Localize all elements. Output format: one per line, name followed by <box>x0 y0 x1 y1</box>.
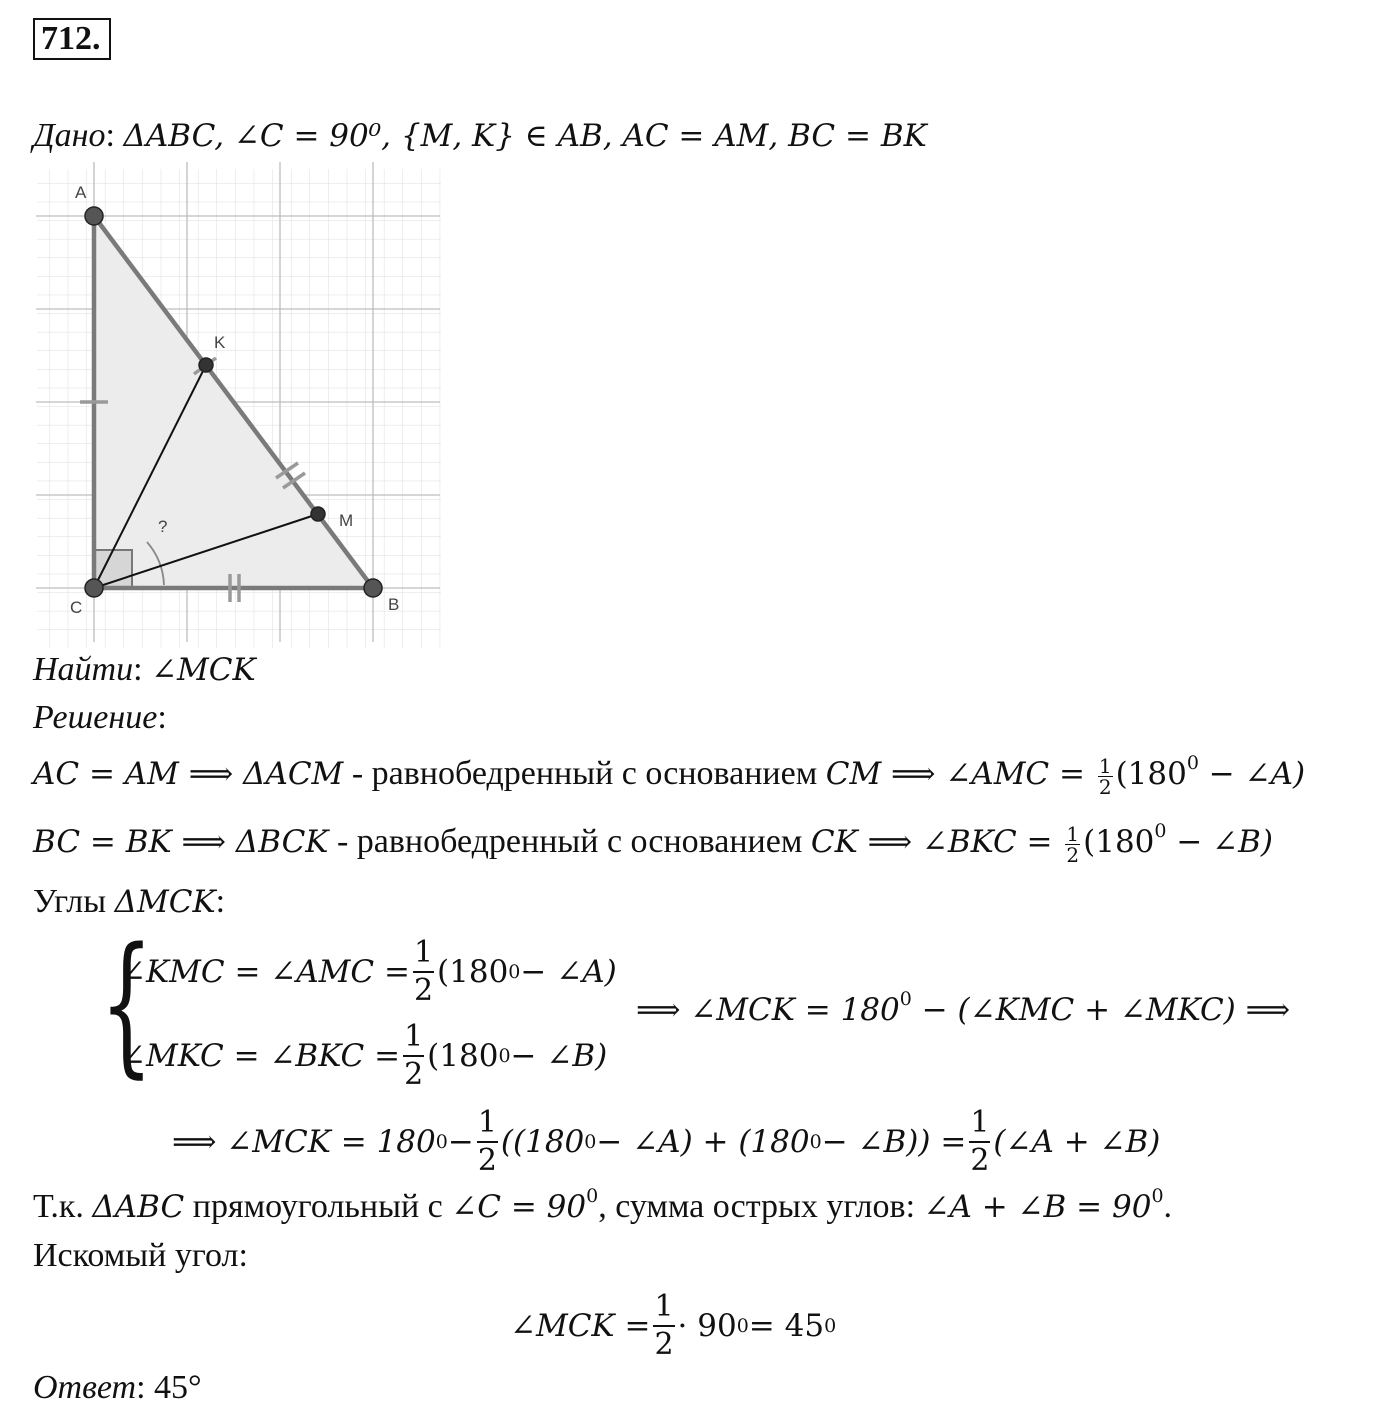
given-line: Дано: ΔABC, ∠C = 90⁰, {M, K} ∈ AB, AC = AM, BC = BK <box>33 117 927 154</box>
since-line: Т.к. ΔABC прямоугольный с ∠C = $90^0$, сумма острых углов: ∠A + ∠B = $90^0$. <box>33 1185 1173 1225</box>
fraction-half: $\frac{1}{2}$ <box>413 935 434 1008</box>
answer-label: Ответ <box>33 1369 137 1406</box>
fraction-half: $\frac{1}{2}$ <box>1098 753 1112 799</box>
fraction-half: $\frac{1}{2}$ <box>1066 821 1080 867</box>
find-target: ∠MCK <box>151 652 256 688</box>
find-line: Найти: ∠MCK <box>33 651 256 688</box>
triangle-figure <box>30 158 450 648</box>
system-result: ⟹ ∠MCK = $180^0$ − (∠KMC + ∠MKC) ⟹ <box>636 988 1291 1028</box>
fraction-half: $\frac{1}{2}$ <box>970 1105 990 1178</box>
find-label: Найти <box>33 651 134 688</box>
fraction-half: $\frac{1}{2}$ <box>477 1105 497 1178</box>
angles-line: Углы ΔMCK: <box>33 883 226 920</box>
label-m: M <box>339 511 354 530</box>
given-statement: ΔABC, ∠C = 90⁰, {M, K} ∈ AB, AC = AM, BC = BK <box>123 118 927 154</box>
label-question: ? <box>158 517 168 536</box>
point-m <box>311 507 325 521</box>
point-k <box>199 358 213 372</box>
label-k: K <box>214 333 226 352</box>
label-b: B <box>388 595 400 614</box>
answer-value: 45° <box>154 1369 202 1406</box>
given-label: Дано <box>33 117 106 154</box>
solution-line-2: BC = BK ⟹ ΔBCK - равнобедренный с основанием CK ⟹ ∠BKC = $\frac{1}{2}$ ($180^0$ − ∠B) <box>33 820 1274 867</box>
system-row-2: ∠MKC = ∠BKC = $\frac{1}{2}$ (180 0 − ∠B) <box>120 1019 608 1092</box>
point-b <box>364 579 382 597</box>
derivation-line: ⟹ ∠MCK = 180 0 − $\frac{1}{2}$ ((180 0 − ∠A) + (180 0 − ∠B)) = $\frac{1}{2}$ (∠A + ∠B) <box>172 1105 1161 1178</box>
solution-label-line: Решение: <box>33 699 167 736</box>
label-c: C <box>70 598 83 617</box>
problem-number: 712. <box>33 18 111 60</box>
fraction-half: $\frac{1}{2}$ <box>404 1019 424 1092</box>
system-row-1: ∠KMC = ∠AMC = $\frac{1}{2}$ (180 0 − ∠A) <box>120 935 617 1008</box>
point-c <box>85 579 103 597</box>
fraction-half: $\frac{1}{2}$ <box>654 1289 674 1362</box>
final-equation: ∠MCK = $\frac{1}{2}$ · 90 0 = 45 0 <box>510 1289 837 1362</box>
point-a <box>85 207 103 225</box>
label-a: A <box>75 183 87 202</box>
sought-line: Искомый угол: <box>33 1237 248 1274</box>
answer-line: Ответ: 45° <box>33 1369 202 1406</box>
solution-label: Решение <box>33 699 158 736</box>
solution-line-1: AC = AM ⟹ ΔACM - равнобедренный с основанием CM ⟹ ∠AMC = $\frac{1}{2}$ ($180^0$ − ∠A) <box>33 752 1306 799</box>
system-brace: { <box>100 915 154 1092</box>
